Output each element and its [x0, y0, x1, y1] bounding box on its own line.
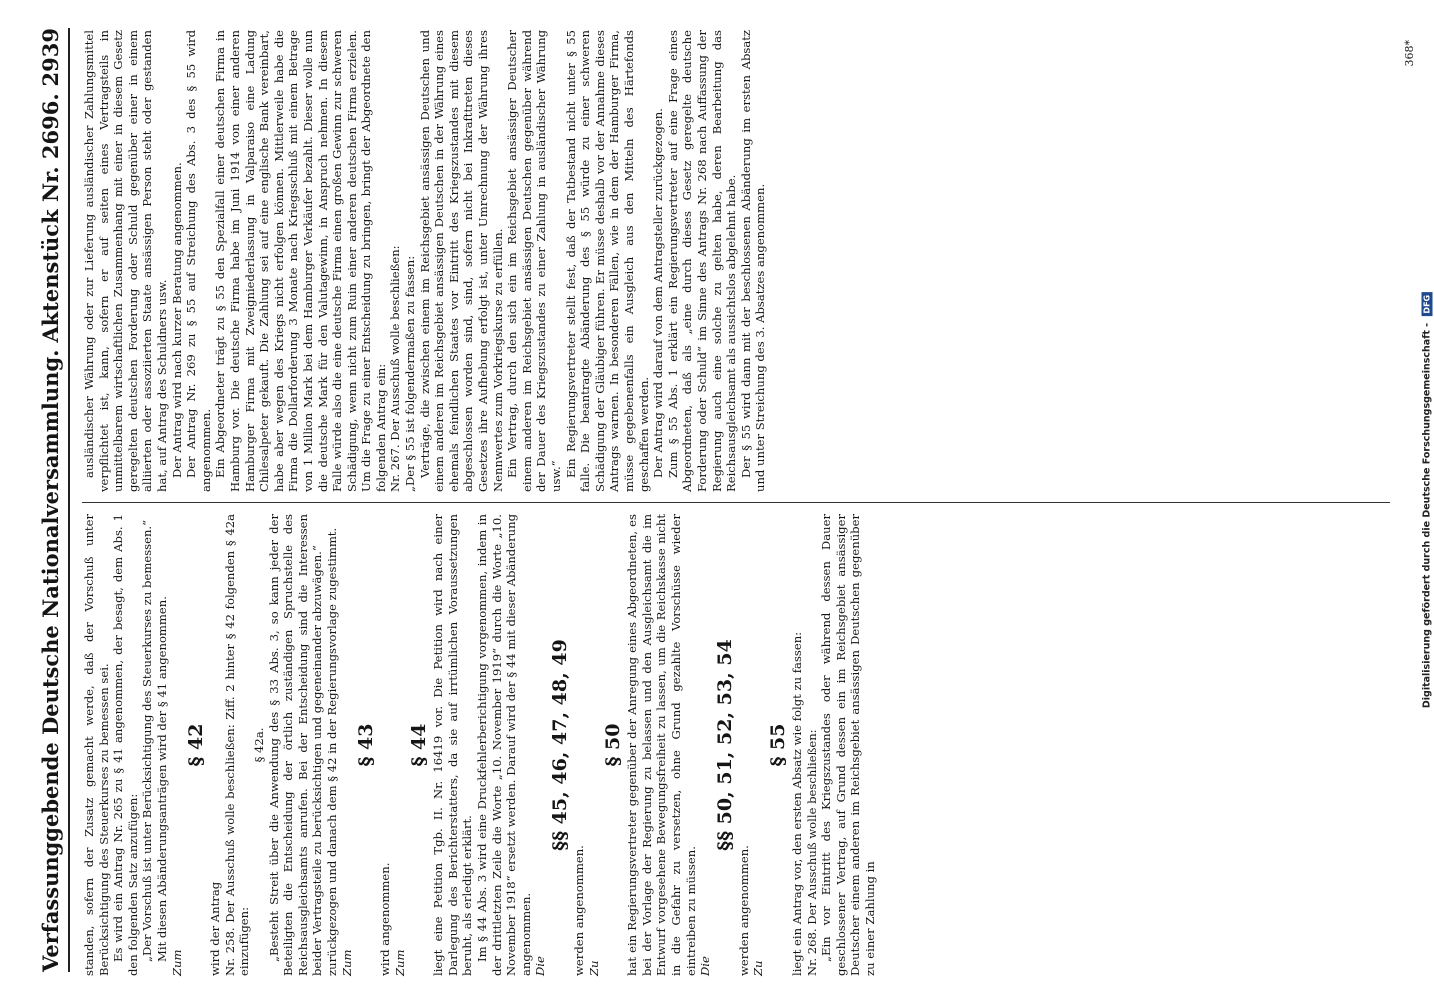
quoted-paragraph: „Ein vor Eintritt des Kriegszustandes oder während dessen Dauer geschlossener Vertrag, auf Grund dessen ein im Reichsgebiet ansässiger Deutscher einem anderen im Reichsgebiet ansässigen Deutschen gegenüber zu einer Zahlung in	[819, 514, 877, 976]
paragraph: wird der Antrag	[208, 881, 223, 976]
paragraph: liegt ein Antrag vor, den ersten Absatz wie folgt zu fassen:	[789, 631, 804, 976]
section-label: Die	[533, 956, 548, 976]
section-label: Zu	[751, 960, 766, 976]
section-label: Zum	[339, 949, 354, 976]
dfg-logo: DFG	[1422, 292, 1433, 317]
paragraph: Es wird ein Antrag Nr. 265 zu § 41 angenommen, der besagt, dem Abs. 1 den folgenden Satz anzufügen:	[111, 514, 140, 976]
paragraph: Der Antrag wird darauf von dem Antragsteller zurückgezogen.	[651, 108, 666, 478]
paragraph: hat ein Regierungsvertreter gegenüber der Anregung eines Abgeordneten, es bei der Vorlage der Regierung zu belassen und den Ausgleichsamt die im Entwurf vorgesehene Bewegungsfreiheit zu lassen, um die Reichskasse nicht in die Gefahr zu versetzen, ohne Grund gezahlte Vorschüsse wieder eintreiben zu müssen.	[625, 514, 698, 976]
section-heading: §§ 45, 46, 47, 48, 49	[549, 639, 572, 851]
paragraph: werden angenommen.	[572, 845, 587, 976]
right-column	[82, 30, 1400, 492]
paragraph: Der Antrag Nr. 269 zu § 55 auf Streichung des Abs. 3 des § 55 wird angenommen.	[184, 30, 213, 492]
paragraph: Ein Regierungsvertreter stellt fest, daß der Tatbestand nicht unter § 55 falle. Die beantragte Abänderung des § 55 würde zu einer schweren Schädigung der Gläubiger führen. Er müsse deshalb vor der Annahme dieses Antrags warnen. In besonderen Fällen, wie in dem der Hamburger Firma, müsse gegebenenfalls ein Ausgleich aus den Mitteln des Härtefonds geschaffen werden.	[563, 30, 651, 492]
quoted-paragraph: Verträge, die zwischen einem im Reichsgebiet ansässigen Deutschen und einem anderen im Reichsgebiet ansässigen Deutschen in der Währung eines ehemals feindlichen Staates vor Eintritt des Kriegszustandes mit diesem abgeschlossen worden sind, sind, sofern nicht bei Inkrafttreten dieses Gesetzes ihre Aufhebung erfolgt ist, unter Umrechnung der Währung ihres Nennwertes zum Vorkriegskurse zu erfüllen.	[417, 30, 505, 492]
section-label: Zum	[169, 949, 184, 976]
quoted-paragraph: ausländischer Währung oder zur Lieferung ausländischer Zahlungsmittel verpflichtet ist, kann, sofern er auf seiten eines Vertragsteils in unmittelbarem wirtschaftlichen Zusammenhang mit einer in diesem Gesetz geregelten deutschen Forderung oder Schuld gegenüber einer in einem alliierten oder assoziierten Staate ansässigen Person steht oder gestanden hat, auf Antrag des Schuldners usw.	[82, 30, 169, 492]
paragraph: Nr. 258. Der Ausschuß wolle beschließen: Ziff. 2 hinter § 42 folgenden § 42a einzufügen:	[222, 514, 252, 976]
quoted-paragraph: „Besteht Streit über die Anwendung des § 33 Abs. 3, so kann jeder der Beteiligten die Entscheidung der örtlich zuständigen Spruchstelle des Reichsausgleichsamts anrufen. Bei der Entscheidung sind die Interessen beider Vertragsteile zu berücksichtigen und gegeneinander abzuwägen.“	[266, 514, 325, 976]
digitization-note	[1422, 292, 1433, 708]
left-column	[82, 514, 1400, 976]
page-number: 2939	[38, 28, 63, 87]
paragraph: Ein Abgeordneter trägt zu § 55 den Spezialfall einer deutschen Firma in Hamburg vor. Die deutsche Firma habe im Juni 1914 von einer anderen Hamburger Firma mit Zweigniederlassung in Valparaiso eine Ladung Chilesalpeter gekauft. Die Zahlung sei auf eine englische Bank vereinbart, habe aber wegen des Kriegs nicht erfolgen können. Mittlerweile habe die Firma die Dollarforderung 3 Monate nach Kriegsschluß mit einem Betrage von 1 Million Mark bei dem Hamburger Verkäufer bezahlt. Dieser wolle nun die deutsche Mark für den Valutagewinn, in Anspruch nehmen. In diesem Falle würde also die eine deutsche Firma einen großen Gewinn zur schweren Schädigung, wenn nicht zum Ruin einer anderen deutschen Firma erzielen. Um die Frage zu einer Entscheidung zu bringen, bringt der Abgeordnete den folgenden Antrag ein:	[213, 30, 388, 492]
paragraph: Mit diesen Abänderungsanträgen wird der § 41 angenommen.	[154, 596, 169, 962]
section-label: Zum	[392, 949, 407, 976]
quoted-paragraph: „Der Vorschuß ist unter Berücksichtigung des Steuerkurses zu bemessen.“	[140, 519, 155, 962]
paragraph: Der Antrag wird nach kurzer Beratung angenommen.	[169, 162, 184, 478]
quoted-paragraph: Ein Vertrag, durch den sich ein im Reichsgebiet ansässiger Deutscher einem anderen im Reichsgebiet ansässigen Deutschen gegenüber während der Dauer des Kriegszustandes zu einer Zahlung in ausländischer Währung usw.“	[505, 30, 563, 492]
column-divider	[82, 502, 1390, 503]
sheet-signature: 368*	[1403, 40, 1416, 67]
paragraph: „Der § 55 ist folgendermaßen zu fassen:	[403, 255, 418, 492]
section-label: Die	[698, 956, 713, 976]
paragraph: § 42a.	[251, 727, 266, 763]
paragraph: Nr. 268. Der Ausschuß wolle beschließen:	[804, 729, 819, 976]
document-page	[20, 20, 1420, 980]
paragraph: zurückgezogen und danach dem § 42 in der Regierungsvorlage zugestimmt.	[324, 527, 339, 976]
paragraph: Nr. 267. Der Ausschuß wolle beschließen:	[388, 245, 403, 492]
paragraph: wird angenommen.	[378, 862, 393, 976]
paragraph: Im § 44 Abs. 3 wird eine Druckfehlerberichtigung vorgenommen, indem in der drittletzten Zeile die Worte „10. November 1919“ durch die Worte „10. November 1918“ ersetzt werden. Darauf wird der § 44 mit dieser Abänderung angenommen.	[475, 514, 533, 976]
paragraph: werden angenommen.	[736, 845, 751, 976]
running-head	[26, 28, 70, 972]
section-heading: § 50	[602, 723, 625, 767]
paragraph: standen, sofern der Zusatz gemacht werde, daß der Vorschuß unter Berücksichtigung des Steuerkurses zu bemessen sei.	[82, 514, 111, 976]
section-heading: § 43	[355, 723, 378, 767]
paragraph: liegt eine Petition Tgb. II. Nr. 16419 vor. Die Petition wird nach einer Darlegung des Berichterstatters, da sie auf irrtümlichen Voraussetzungen beruht, als erledigt erklärt.	[431, 514, 475, 976]
running-head-document-number: Aktenstück Nr. 2696.	[38, 93, 63, 343]
section-heading: § 44	[408, 723, 431, 767]
section-heading: § 42	[185, 723, 208, 767]
digitization-note-text: Digitalisierung gefördert durch die Deutsche Forschungsgemeinschaft -	[1421, 322, 1433, 709]
paragraph: Der § 55 wird dann mit der beschlossenen Abänderung im ersten Absatz und unter Streichung des 3. Absatzes angenommen.	[738, 30, 768, 492]
paragraph: Zum § 55 Abs. 1 erklärt ein Regierungsvertreter auf eine Frage eines Abgeordneten, daß als „eine durch dieses Gesetz geregelte deutsche Forderung oder Schuld“ im Sinne des Antrags Nr. 268 nach Auffassung der Regierung auch eine solche zu gelten habe, deren Bearbeitung das Reichsausgleichsamt als aussichtslos abgelehnt habe.	[665, 30, 739, 492]
section-label: Zu	[586, 960, 601, 976]
section-heading: § 55	[766, 723, 789, 767]
section-heading: §§ 50, 51, 52, 53, 54	[713, 639, 736, 851]
running-head-title: Verfassunggebende Deutsche Nationalversammlung.	[38, 349, 63, 972]
